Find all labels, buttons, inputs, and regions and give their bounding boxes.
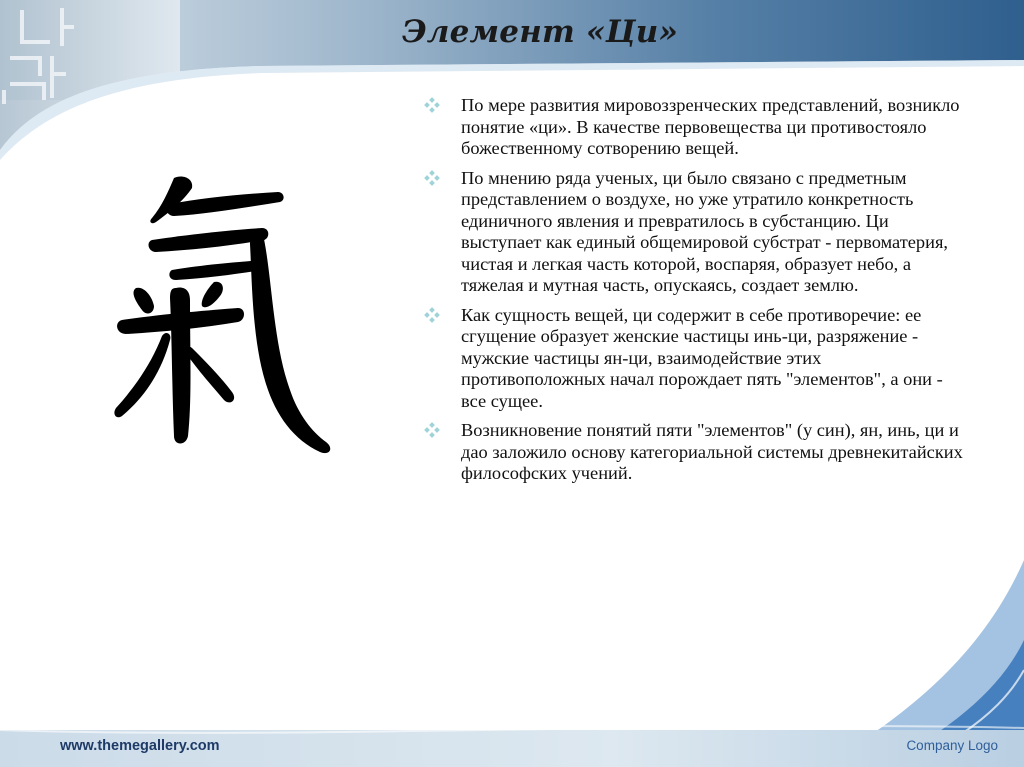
- diamond-bullet-icon: [424, 307, 440, 323]
- diamond-bullet-icon: [424, 97, 440, 113]
- company-logo: Company Logo: [906, 738, 998, 753]
- list-item: [424, 420, 964, 485]
- bullet-list: [424, 95, 964, 493]
- footer-url-link[interactable]: www.themegallery.com: [60, 738, 220, 754]
- bullet-text: По мере развития мировоззренческих представлений, возникло понятие «ци». В качестве первовещества ци противостояло божественному сотворению вещей.: [461, 95, 960, 158]
- list-item: [424, 95, 964, 160]
- bullet-text: По мнению ряда ученых, ци было связано с предметным представлением о воздухе, но уже утратило конкретность единичного явления и превратилось в субстанцию. Ци выступает как единый общемировой субстрат - первоматерия, чистая и легкая часть которой, воспаряя, образует небо, а тяжелая и мутная часть, опускаясь, создает землю.: [461, 167, 949, 295]
- qi-calligraphy-icon: [112, 170, 342, 460]
- list-item: [424, 168, 964, 297]
- diamond-bullet-icon: [424, 422, 440, 438]
- slide-title: Элемент «Ци»: [401, 14, 679, 50]
- diamond-bullet-icon: [424, 170, 440, 186]
- bullet-text: Как сущность вещей, ци содержит в себе противоречие: ее сгущение образует женские частицы инь-ци, разряжение - мужские частицы ян-ци, взаимодействие этих противоположных начал порождает пять "элементов", а они - все сущее.: [461, 304, 943, 411]
- bullet-text: Возникновение понятий пяти "элементов" (у син), ян, инь, ци и дао заложило основу категориальной системы древнекитайских философских учений.: [461, 420, 963, 483]
- list-item: [424, 305, 964, 413]
